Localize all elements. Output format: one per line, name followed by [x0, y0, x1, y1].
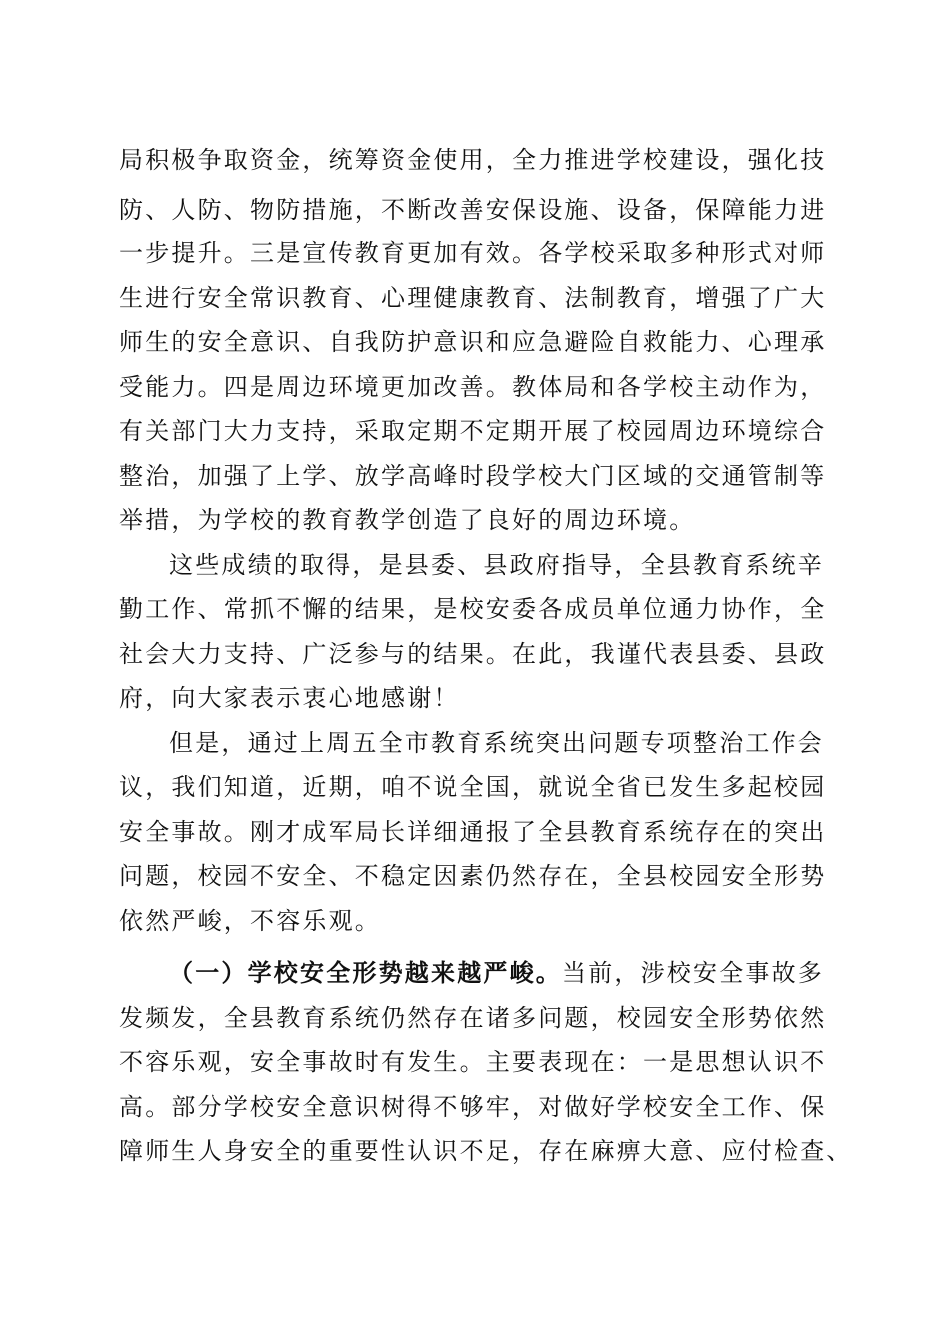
text-line: 议，我们知道，近期，咱不说全国，就说全省已发生多起校园 [119, 773, 827, 801]
section-heading: （一）学校安全形势越来越严峻。 [169, 958, 562, 987]
text-line: 师生的安全意识、自我防护意识和应急避险自救能力、心理承 [119, 328, 827, 356]
text-line: 发频发，全县教育系统仍然存在诸多问题，校园安全形势依然 [119, 1004, 827, 1032]
text-line: 勤工作、常抓不懈的结果，是校安委各成员单位通力协作，全 [119, 595, 827, 623]
text-line: 不容乐观，安全事故时有发生。主要表现在：一是思想认识不 [119, 1048, 827, 1076]
text-line: 障师生人身安全的重要性认识不足，存在麻痹大意、应付检查、 [119, 1137, 853, 1165]
text-line: 社会大力支持、广泛参与的结果。在此，我谨代表县委、县政 [119, 640, 827, 668]
section-heading-line [169, 957, 824, 989]
text-line: 一步提升。三是宣传教育更加有效。各学校采取多种形式对师 [119, 239, 827, 267]
text-line: 问题，校园不安全、不稳定因素仍然存在，全县校园安全形势 [119, 862, 827, 890]
text-line: 高。部分学校安全意识树得不够牢，对做好学校安全工作、保 [119, 1093, 827, 1121]
paragraph-start-line: 这些成绩的取得，是县委、县政府指导，全县教育系统辛 [169, 551, 824, 579]
text-line: 有关部门大力支持，采取定期不定期开展了校园周边环境综合 [119, 417, 827, 445]
text-line: 依然严峻，不容乐观。 [119, 907, 381, 935]
text-line: 整治，加强了上学、放学高峰时段学校大门区域的交通管制等 [119, 462, 827, 490]
text-line: 府，向大家表示衷心地感谢！ [119, 684, 460, 712]
text-line: 生进行安全常识教育、心理健康教育、法制教育，增强了广大 [119, 284, 827, 312]
text-line: 举措，为学校的教育教学创造了良好的周边环境。 [119, 506, 696, 534]
paragraph-start-line: 但是，通过上周五全市教育系统突出问题专项整治工作会 [169, 729, 824, 757]
text-line: 安全事故。刚才成军局长详细通报了全县教育系统存在的突出 [119, 818, 827, 846]
text-line: 受能力。四是周边环境更加改善。教体局和各学校主动作为， [119, 373, 827, 401]
text-line: 局积极争取资金，统筹资金使用，全力推进学校建设，强化技 [119, 146, 827, 174]
heading-continuation: 当前，涉校安全事故多 [562, 959, 824, 987]
text-line: 防、人防、物防措施，不断改善安保设施、设备，保障能力进 [119, 196, 827, 224]
